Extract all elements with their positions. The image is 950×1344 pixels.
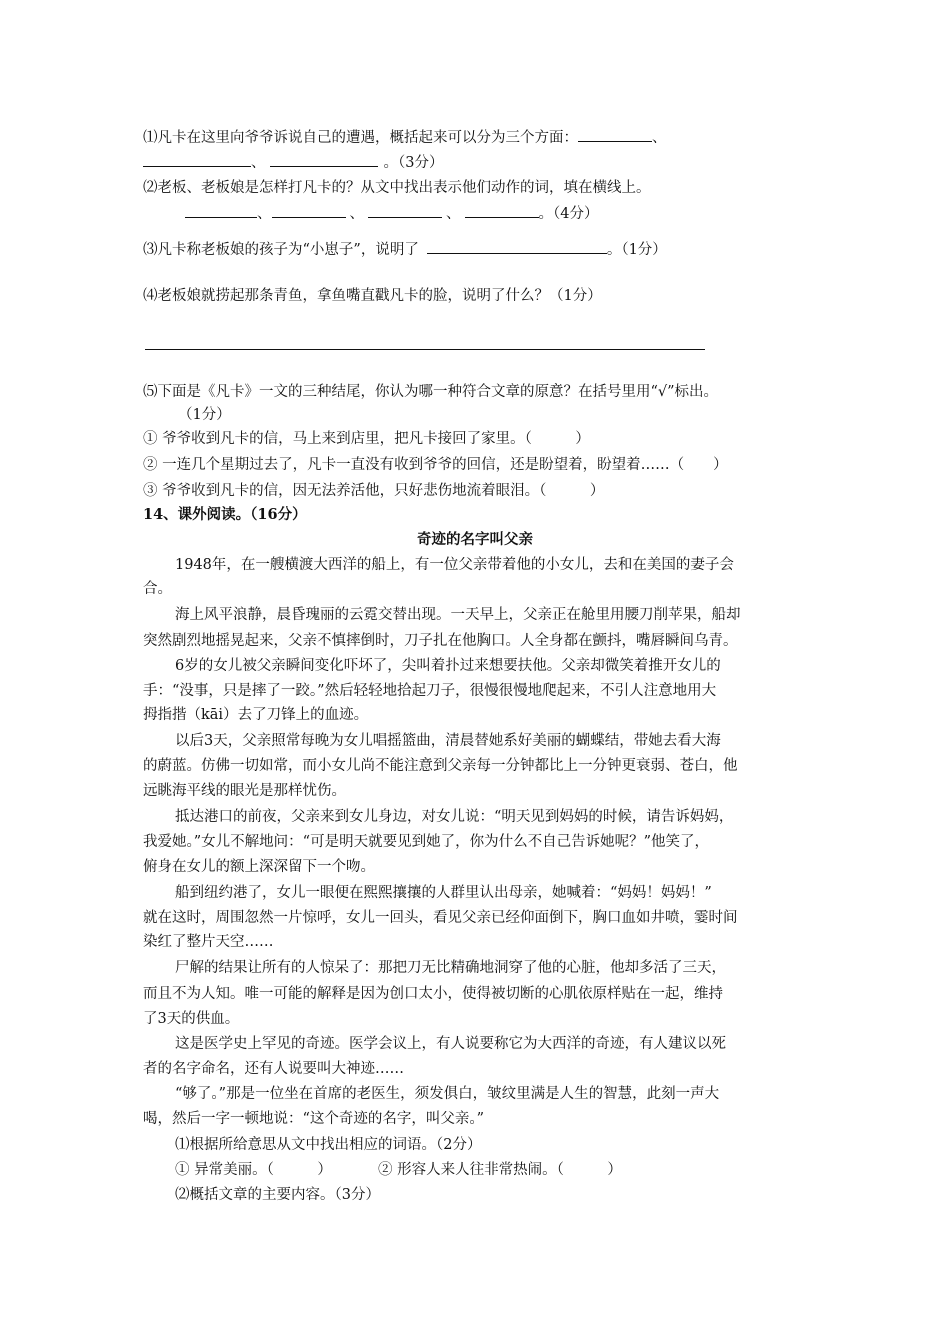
story-line: 拇指揩（kāi）去了刀锋上的血迹。: [143, 707, 369, 723]
story-line: 染红了整片天空……: [143, 934, 274, 950]
question-5-score: （1分）: [178, 407, 231, 423]
question-4-text: 老板娘就捞起那条青鱼，拿鱼嘴直戳凡卡的脸，说明了什么？（1分）: [157, 288, 602, 304]
story-line: 船到纽约港了，女儿一眼便在熙熙攘攘的人群里认出母亲，她喊着：“妈妈！妈妈！”: [175, 885, 712, 901]
separator: 、: [446, 206, 461, 222]
option-3[interactable]: ③ 爷爷收到凡卡的信，因无法养活他，只好悲伤地流着眼泪。（ ）: [143, 483, 605, 499]
question-2-blanks: [185, 203, 598, 224]
story-line: 突然剧烈地摇晃起来，父亲不慎摔倒时，刀子扎在他胸口。人全身都在颤抖，嘴唇瞬间乌青。: [143, 633, 738, 649]
question-3: [143, 239, 667, 260]
sub-question-1: ⑴根据所给意思从文中找出相应的词语。（2分）: [175, 1137, 482, 1153]
story-line: 者的名字命名，还有人说要叫大神迹……: [143, 1061, 404, 1077]
story-line: 俯身在女儿的额上深深留下一个吻。: [143, 859, 375, 875]
story-line: 尸解的结果让所有的人惊呆了：那把刀无比精确地洞穿了他的心脏，他却多活了三天，: [175, 960, 726, 976]
question-5-text: 下面是《凡卡》一文的三种结尾，你认为哪一种符合文章的原意？在括号里用“√”标出。: [157, 384, 719, 400]
story-line: 手：“没事，只是摔了一跤。”然后轻轻地拾起刀子，很慢很慢地爬起来，不引人注意地用大: [143, 683, 717, 699]
question-3-label: ⑶: [143, 242, 158, 258]
question-4: [143, 286, 602, 306]
question-1-cont: [143, 152, 443, 173]
option-1[interactable]: ① 爷爷收到凡卡的信，马上来到店里，把凡卡接回了家里。（ ）: [143, 431, 590, 447]
story-line: 了3天的供血。: [143, 1011, 240, 1027]
separator: 、: [251, 155, 266, 171]
question-4-label: ⑷: [143, 288, 158, 304]
question-2: [143, 178, 651, 198]
question-3-score: 。（1分）: [606, 242, 667, 258]
option-2[interactable]: ② 一连几个星期过去了，凡卡一直没有收到爷爷的回信，还是盼望着，盼望着……（ ）: [143, 457, 728, 473]
answer-blank[interactable]: [578, 127, 652, 142]
story-line: 6岁的女儿被父亲瞬间变化吓坏了，尖叫着扑过来想要扶他。父亲却微笑着推开女儿的: [175, 658, 721, 674]
question-2-label: ⑵: [143, 180, 158, 196]
story-line: 而且不为人知。唯一可能的解释是因为创口太小，使得被切断的心肌依原样贴在一起，维持: [143, 986, 723, 1002]
question-1: [143, 127, 667, 148]
sub-question-1-a[interactable]: ① 异常美丽。（ ）: [175, 1162, 332, 1178]
story-line: 这是医学史上罕见的奇迹。医学会议上，有人说要称它为大西洋的奇迹，有人建议以死: [175, 1036, 726, 1052]
question-1-text: 凡卡在这里向爷爷诉说自己的遭遇，概括起来可以分为三个方面：: [157, 130, 578, 146]
story-line: 抵达港口的前夜，父亲来到女儿身边，对女儿说：“明天见到妈妈的时候，请告诉妈妈，: [175, 809, 734, 825]
question-1-score: 。（3分）: [383, 155, 444, 171]
separator: 、: [349, 206, 364, 222]
story-line: 就在这时，周围忽然一片惊呼，女儿一回头，看见父亲已经仰面倒下，胸口血如井喷，霎时间: [143, 910, 738, 926]
story-line: 的蔚蓝。仿佛一切如常，而小女儿尚不能注意到父亲每一分钟都比上一分钟更衰弱、苍白，他: [143, 758, 738, 774]
story-title: 奇迹的名字叫父亲: [417, 531, 533, 548]
separator: 、: [652, 130, 667, 146]
story-line: “够了。”那是一位坐在首席的老医生，须发俱白，皱纹里满是人生的智慧，此刻一声大: [175, 1086, 720, 1102]
answer-blank[interactable]: [427, 239, 607, 254]
question-5-label: ⑸: [143, 384, 158, 400]
separator: 、: [257, 206, 272, 222]
question-5: [143, 382, 718, 402]
question-2-text: 老板、老板娘是怎样打凡卡的？从文中找出表示他们动作的词，填在横线上。: [157, 180, 651, 196]
story-line: 合。: [143, 581, 172, 597]
story-line: 我爱她。”女儿不解地问：“可是明天就要见到她了，你为什么不自己告诉她呢？”他笑了，: [143, 834, 709, 850]
sub-question-2: ⑵概括文章的主要内容。（3分）: [175, 1187, 380, 1203]
answer-blank[interactable]: [368, 203, 442, 218]
answer-blank[interactable]: [272, 203, 346, 218]
question-3-text: 凡卡称老板娘的孩子为“小崽子”，说明了: [157, 242, 419, 258]
sub-question-1-b[interactable]: ② 形容人来人往非常热闹。（ ）: [378, 1162, 622, 1178]
section-heading: 14、课外阅读。（16分）: [143, 506, 307, 523]
story-line: 1948年，在一艘横渡大西洋的船上，有一位父亲带着他的小女儿，去和在美国的妻子会: [175, 557, 734, 573]
story-line: 喝，然后一字一顿地说：“这个奇迹的名字，叫父亲。”: [143, 1111, 485, 1127]
story-line: 以后3天，父亲照常每晚为女儿唱摇篮曲，清晨替她系好美丽的蝴蝶结，带她去看大海: [175, 733, 721, 749]
question-1-label: ⑴: [143, 130, 158, 146]
question-2-score: 。（4分）: [538, 206, 599, 222]
story-line: 海上风平浪静，晨昏瑰丽的云霓交替出现。一天早上，父亲正在舱里用腰刀削苹果，船却: [175, 607, 741, 623]
answer-blank[interactable]: [185, 203, 257, 218]
answer-blank[interactable]: [465, 203, 539, 218]
answer-line[interactable]: [145, 349, 705, 350]
answer-blank[interactable]: [143, 152, 251, 167]
story-line: 远眺海平线的眼光是那样忧伤。: [143, 783, 346, 799]
answer-blank[interactable]: [270, 152, 378, 167]
